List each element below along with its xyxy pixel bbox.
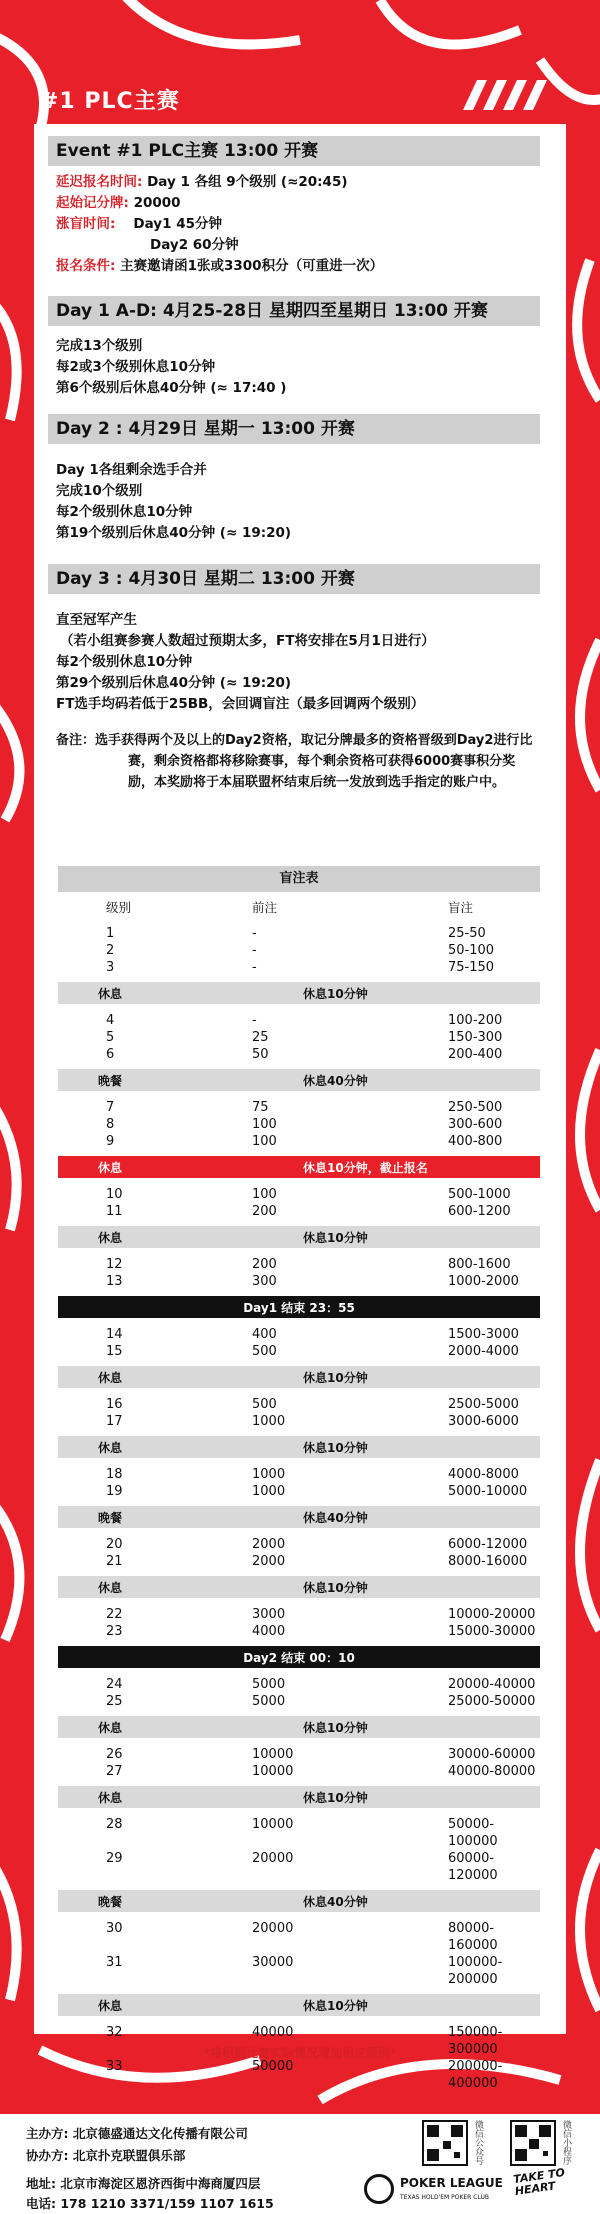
ante-cell: 2000 bbox=[252, 1554, 286, 1569]
blinds-cell: 300-600 bbox=[448, 1117, 503, 1132]
level-cell: 12 bbox=[106, 1257, 123, 1272]
level-row bbox=[58, 1763, 540, 1780]
cond-label: 报名条件: bbox=[56, 258, 116, 274]
level-row bbox=[58, 1954, 540, 1988]
level-cell: 9 bbox=[106, 1134, 115, 1149]
blinds-cell: 80000-160000 bbox=[448, 1921, 498, 1953]
footer bbox=[0, 2114, 600, 2214]
level-row bbox=[58, 1623, 540, 1640]
ante-cell: 300 bbox=[252, 1274, 277, 1289]
break-duration: 休息10分钟，截止报名 bbox=[303, 1160, 428, 1175]
level-row bbox=[58, 1029, 540, 1046]
ante-cell: 100 bbox=[252, 1134, 277, 1149]
ante-cell: 5000 bbox=[252, 1694, 286, 1709]
ante-cell: 1000 bbox=[252, 1484, 286, 1499]
start-chips-label: 起始记分牌: bbox=[56, 195, 129, 211]
level-row bbox=[58, 1746, 540, 1763]
level-group bbox=[58, 1533, 540, 1573]
level-row bbox=[58, 1186, 540, 1203]
break-row bbox=[58, 1366, 540, 1388]
blinds-cell: 150-300 bbox=[448, 1030, 503, 1045]
ante-cell: 100 bbox=[252, 1187, 277, 1202]
level-row bbox=[58, 1920, 540, 1954]
level-cell: 5 bbox=[106, 1030, 115, 1045]
break-type: 休息 bbox=[98, 1230, 123, 1245]
header-blinds: 盲注 bbox=[448, 900, 474, 915]
ante-cell: 25 bbox=[252, 1030, 269, 1045]
ante-cell: 30000 bbox=[252, 1955, 294, 1970]
day-end-bar bbox=[58, 1296, 540, 1318]
blinds-cell: 1500-3000 bbox=[448, 1327, 519, 1342]
level-group bbox=[58, 1183, 540, 1223]
level-group bbox=[58, 1323, 540, 1363]
poker-league-logo-icon bbox=[364, 2174, 394, 2204]
blinds-cell: 6000-12000 bbox=[448, 1537, 528, 1552]
blind-table bbox=[58, 866, 540, 2095]
ante-cell: 20000 bbox=[252, 1851, 294, 1866]
ante-cell: 200 bbox=[252, 1257, 277, 1272]
note-label: 备注： bbox=[56, 733, 96, 748]
blinds-cell: 600-1200 bbox=[448, 1204, 511, 1219]
level-group bbox=[58, 1813, 540, 1887]
level-row bbox=[58, 1676, 540, 1693]
start-chips-value: 20000 bbox=[128, 195, 181, 211]
ante-cell: 40000 bbox=[252, 2025, 294, 2040]
level-row bbox=[58, 1116, 540, 1133]
footnote: *将根据比赛实际情况增加相应级别* bbox=[203, 2046, 397, 2060]
qr1-label: 微信公众号 bbox=[473, 2120, 483, 2165]
break-type: 晚餐 bbox=[98, 1073, 123, 1088]
blinds-cell: 200000-400000 bbox=[448, 2059, 503, 2091]
level-row bbox=[58, 1850, 540, 1884]
start-chips-line bbox=[56, 193, 181, 214]
level-row bbox=[58, 1396, 540, 1413]
break-row bbox=[58, 1506, 540, 1528]
event-bar: Event #1 PLC主赛 13:00 开赛 bbox=[48, 136, 540, 166]
level-cell: 6 bbox=[106, 1047, 115, 1062]
break-duration: 休息10分钟 bbox=[303, 1370, 368, 1385]
break-type: 休息 bbox=[98, 1160, 123, 1175]
blinds-cell: 3000-6000 bbox=[448, 1414, 519, 1429]
page-title: #1 PLC主赛 bbox=[40, 89, 180, 114]
blinds-cell: 50-100 bbox=[448, 943, 495, 958]
logo1-sub: TEXAS HOLD'EM POKER CLUB bbox=[400, 2194, 489, 2201]
level-cell: 17 bbox=[106, 1414, 123, 1429]
level-cell: 8 bbox=[106, 1117, 115, 1132]
blinds-cell: 25-50 bbox=[448, 926, 486, 941]
level-row bbox=[58, 1099, 540, 1116]
ante-cell: 200 bbox=[252, 1204, 277, 1219]
day2-line: 完成10个级别 bbox=[56, 483, 143, 499]
break-type: 晚餐 bbox=[98, 1510, 123, 1525]
blinds-cell: 20000-40000 bbox=[448, 1677, 536, 1692]
level-row bbox=[58, 1203, 540, 1220]
late-reg-label: 延迟报名时间: bbox=[56, 174, 143, 190]
ante-cell: 500 bbox=[252, 1397, 277, 1412]
level-cell: 19 bbox=[106, 1484, 123, 1499]
day-end-bar bbox=[58, 1646, 540, 1668]
blind-table-header bbox=[58, 892, 540, 922]
blind-table-title: 盲注表 bbox=[58, 866, 540, 892]
late-reg-value: Day 1 各组 9个级别 (≈20:45) bbox=[142, 174, 348, 190]
break-duration: 休息10分钟 bbox=[303, 1440, 368, 1455]
blinds-cell: 100000-200000 bbox=[448, 1955, 503, 1987]
level-row bbox=[58, 1133, 540, 1150]
level-row bbox=[58, 1273, 540, 1290]
blinds-cell: 400-800 bbox=[448, 1134, 503, 1149]
level-d2: Day2 60分钟 bbox=[150, 237, 239, 253]
address-line: 地址: 北京市海淀区恩济西街中海商厦四层 bbox=[26, 2176, 261, 2191]
day3-bar: Day 3 : 4月30日 星期二 13:00 开赛 bbox=[48, 564, 540, 594]
level-cell: 23 bbox=[106, 1624, 123, 1639]
day3-line: 直至冠军产生 bbox=[56, 612, 137, 628]
level-line bbox=[56, 214, 222, 235]
level-cell: 10 bbox=[106, 1187, 123, 1202]
day2-line: Day 1各组剩余选手合并 bbox=[56, 462, 207, 478]
break-row bbox=[58, 1786, 540, 1808]
level-group bbox=[58, 922, 540, 979]
ante-cell: 1000 bbox=[252, 1414, 286, 1429]
level-cell: 21 bbox=[106, 1554, 123, 1569]
level-cell: 28 bbox=[106, 1817, 123, 1832]
blinds-cell: 250-500 bbox=[448, 1100, 503, 1115]
level-cell: 24 bbox=[106, 1677, 123, 1692]
header-ante: 前注 bbox=[252, 900, 278, 915]
blinds-cell: 150000-300000 bbox=[448, 2025, 503, 2057]
blinds-cell: 800-1600 bbox=[448, 1257, 511, 1272]
level-cell: 18 bbox=[106, 1467, 123, 1482]
level-row bbox=[58, 1046, 540, 1063]
level-cell: 2 bbox=[106, 943, 115, 958]
day2-bar: Day 2 : 4月29日 星期一 13:00 开赛 bbox=[48, 414, 540, 444]
note-text bbox=[56, 730, 540, 793]
blinds-cell: 2000-4000 bbox=[448, 1344, 519, 1359]
day2-line: 每2个级别休息10分钟 bbox=[56, 504, 193, 520]
ante-cell: 50000 bbox=[252, 2059, 294, 2074]
break-row bbox=[58, 1716, 540, 1738]
day1-bar: Day 1 A-D: 4月25-28日 星期四至星期日 13:00 开赛 bbox=[48, 296, 540, 326]
qr2-label: 微信小程序 bbox=[561, 2120, 571, 2165]
break-duration: 休息40分钟 bbox=[303, 1894, 368, 1909]
level-group bbox=[58, 1603, 540, 1643]
blinds-cell: 60000-120000 bbox=[448, 1851, 498, 1883]
blinds-cell: 75-150 bbox=[448, 960, 495, 975]
level-cell: 32 bbox=[106, 2025, 123, 2040]
day2-line: 第19个级别后休息40分钟 (≈ 19:20) bbox=[56, 525, 292, 541]
break-duration: 休息10分钟 bbox=[303, 1230, 368, 1245]
level-cell: 15 bbox=[106, 1344, 123, 1359]
day3-line: FT选手均码若低于25BB，会回调盲注（最多回调两个级别） bbox=[56, 696, 425, 712]
level-cell: 14 bbox=[106, 1327, 123, 1342]
blinds-cell: 1000-2000 bbox=[448, 1274, 519, 1289]
level-cell: 20 bbox=[106, 1537, 123, 1552]
ante-cell: 2000 bbox=[252, 1537, 286, 1552]
break-type: 休息 bbox=[98, 1440, 123, 1455]
ante-cell: - bbox=[252, 1013, 257, 1028]
ante-cell: 3000 bbox=[252, 1607, 286, 1622]
ante-cell: 20000 bbox=[252, 1921, 294, 1936]
level-row bbox=[58, 1256, 540, 1273]
qr-code-icon bbox=[422, 2120, 468, 2166]
qr-code-icon bbox=[510, 2120, 556, 2166]
break-duration: 休息10分钟 bbox=[303, 1580, 368, 1595]
ante-cell: 100 bbox=[252, 1117, 277, 1132]
break-type: 休息 bbox=[98, 1998, 123, 2013]
blinds-cell: 5000-10000 bbox=[448, 1484, 528, 1499]
level-row bbox=[58, 1816, 540, 1850]
blinds-cell: 40000-80000 bbox=[448, 1764, 536, 1779]
break-type: 休息 bbox=[98, 1580, 123, 1595]
blinds-cell: 200-400 bbox=[448, 1047, 503, 1062]
cond-line bbox=[56, 256, 383, 277]
break-duration: 休息40分钟 bbox=[303, 1510, 368, 1525]
break-duration: 休息10分钟 bbox=[303, 1720, 368, 1735]
level-row bbox=[58, 1693, 540, 1710]
phone-line: 电话: 178 1210 3371/159 1107 1615 bbox=[26, 2196, 274, 2211]
level-cell: 16 bbox=[106, 1397, 123, 1412]
level-cell: 30 bbox=[106, 1921, 123, 1936]
level-cell: 22 bbox=[106, 1607, 123, 1622]
level-row bbox=[58, 1326, 540, 1343]
ante-cell: - bbox=[252, 960, 257, 975]
logo2-text: TAKE TO HEART bbox=[512, 2165, 566, 2198]
level-d1: Day1 45分钟 bbox=[133, 216, 222, 232]
level-cell: 11 bbox=[106, 1204, 123, 1219]
level-cell: 3 bbox=[106, 960, 115, 975]
day3-line: 第29个级别后休息40分钟 (≈ 19:20) bbox=[56, 675, 292, 691]
level-row bbox=[58, 925, 540, 942]
level-cell: 31 bbox=[106, 1955, 123, 1970]
level-group bbox=[58, 1393, 540, 1433]
level-cell: 4 bbox=[106, 1013, 115, 1028]
level-row bbox=[58, 1466, 540, 1483]
level-row bbox=[58, 1553, 540, 1570]
level-cell: 33 bbox=[106, 2059, 123, 2074]
break-row bbox=[58, 1576, 540, 1598]
ante-cell: 4000 bbox=[252, 1624, 286, 1639]
break-type: 休息 bbox=[98, 1790, 123, 1805]
day-end-label: Day2 结束 00：10 bbox=[243, 1650, 355, 1665]
level-row bbox=[58, 2058, 540, 2092]
level-group bbox=[58, 1009, 540, 1066]
ante-cell: 10000 bbox=[252, 1747, 294, 1762]
blinds-cell: 50000-100000 bbox=[448, 1817, 498, 1849]
ante-cell: 400 bbox=[252, 1327, 277, 1342]
late-reg-line bbox=[56, 172, 348, 193]
break-type: 休息 bbox=[98, 1720, 123, 1735]
break-row bbox=[58, 1436, 540, 1458]
ante-cell: 5000 bbox=[252, 1677, 286, 1692]
level-row bbox=[58, 1606, 540, 1623]
note-body: 选手获得两个及以上的Day2资格，取记分牌最多的资格晋级到Day2进行比赛，剩余资格都将移除赛事，每个剩余资格可获得6000赛事积分奖励，本奖励将于本届联盟杯结束后统一发放到选手指定的账户中。 bbox=[95, 733, 533, 790]
cond-value: 主赛邀请函1张或3300积分（可重进一次） bbox=[115, 258, 384, 274]
break-type: 休息 bbox=[98, 1370, 123, 1385]
day1-line: 完成13个级别 bbox=[56, 338, 143, 354]
ante-cell: - bbox=[252, 926, 257, 941]
ante-cell: 10000 bbox=[252, 1764, 294, 1779]
note bbox=[56, 730, 540, 793]
break-duration: 休息10分钟 bbox=[303, 1790, 368, 1805]
level-group bbox=[58, 1673, 540, 1713]
blinds-cell: 4000-8000 bbox=[448, 1467, 519, 1482]
ante-cell: 10000 bbox=[252, 1817, 294, 1832]
level-label: 涨盲时间: bbox=[56, 216, 116, 232]
level-group bbox=[58, 1463, 540, 1503]
level-row bbox=[58, 1413, 540, 1430]
day-end-label: Day1 结束 23：55 bbox=[243, 1300, 355, 1315]
blinds-cell: 500-1000 bbox=[448, 1187, 511, 1202]
day3-line: （若小组赛参赛人数超过预期太多，FT将安排在5月1日进行） bbox=[60, 633, 435, 649]
level-group bbox=[58, 1743, 540, 1783]
level-cell: 13 bbox=[106, 1274, 123, 1289]
blinds-cell: 30000-60000 bbox=[448, 1747, 536, 1762]
ante-cell: - bbox=[252, 943, 257, 958]
level-cell: 26 bbox=[106, 1747, 123, 1762]
header-level: 级别 bbox=[106, 900, 132, 915]
level-cell: 25 bbox=[106, 1694, 123, 1709]
ante-cell: 1000 bbox=[252, 1467, 286, 1482]
break-row bbox=[58, 982, 540, 1004]
ante-cell: 75 bbox=[252, 1100, 269, 1115]
break-duration: 休息10分钟 bbox=[303, 986, 368, 1001]
break-row bbox=[58, 1156, 540, 1178]
ante-cell: 500 bbox=[252, 1344, 277, 1359]
level-group bbox=[58, 1096, 540, 1153]
co-host-line: 协办方: 北京扑克联盟俱乐部 bbox=[26, 2148, 186, 2163]
level-cell: 27 bbox=[106, 1764, 123, 1779]
blinds-cell: 15000-30000 bbox=[448, 1624, 536, 1639]
blinds-cell: 2500-5000 bbox=[448, 1397, 519, 1412]
break-row bbox=[58, 1226, 540, 1248]
level-cell: 1 bbox=[106, 926, 115, 941]
level-group bbox=[58, 1917, 540, 1991]
level-cell: 7 bbox=[106, 1100, 115, 1115]
day3-line: 每2个级别休息10分钟 bbox=[56, 654, 193, 670]
level-row bbox=[58, 1012, 540, 1029]
level-row bbox=[58, 1536, 540, 1553]
blinds-cell: 100-200 bbox=[448, 1013, 503, 1028]
level-row bbox=[58, 1343, 540, 1360]
break-row bbox=[58, 1890, 540, 1912]
level-group bbox=[58, 1253, 540, 1293]
blinds-cell: 10000-20000 bbox=[448, 1607, 536, 1622]
break-row bbox=[58, 1069, 540, 1091]
blind-table-body bbox=[58, 922, 540, 2095]
break-duration: 休息10分钟 bbox=[303, 1998, 368, 2013]
ante-cell: 50 bbox=[252, 1047, 269, 1062]
break-duration: 休息40分钟 bbox=[303, 1073, 368, 1088]
host-line: 主办方: 北京德盛通达文化传播有限公司 bbox=[26, 2126, 248, 2141]
break-row bbox=[58, 1994, 540, 2016]
break-type: 晚餐 bbox=[98, 1894, 123, 1909]
level-cell: 29 bbox=[106, 1851, 123, 1866]
break-type: 休息 bbox=[98, 986, 123, 1001]
level-row bbox=[58, 1483, 540, 1500]
blinds-cell: 8000-16000 bbox=[448, 1554, 528, 1569]
level-row bbox=[58, 959, 540, 976]
level-row bbox=[58, 942, 540, 959]
blinds-cell: 25000-50000 bbox=[448, 1694, 536, 1709]
logo1-text: POKER LEAGUE bbox=[400, 2176, 503, 2190]
day1-line: 每2或3个级别休息10分钟 bbox=[56, 359, 216, 375]
day1-line: 第6个级别后休息40分钟 (≈ 17:40 ) bbox=[56, 380, 287, 396]
